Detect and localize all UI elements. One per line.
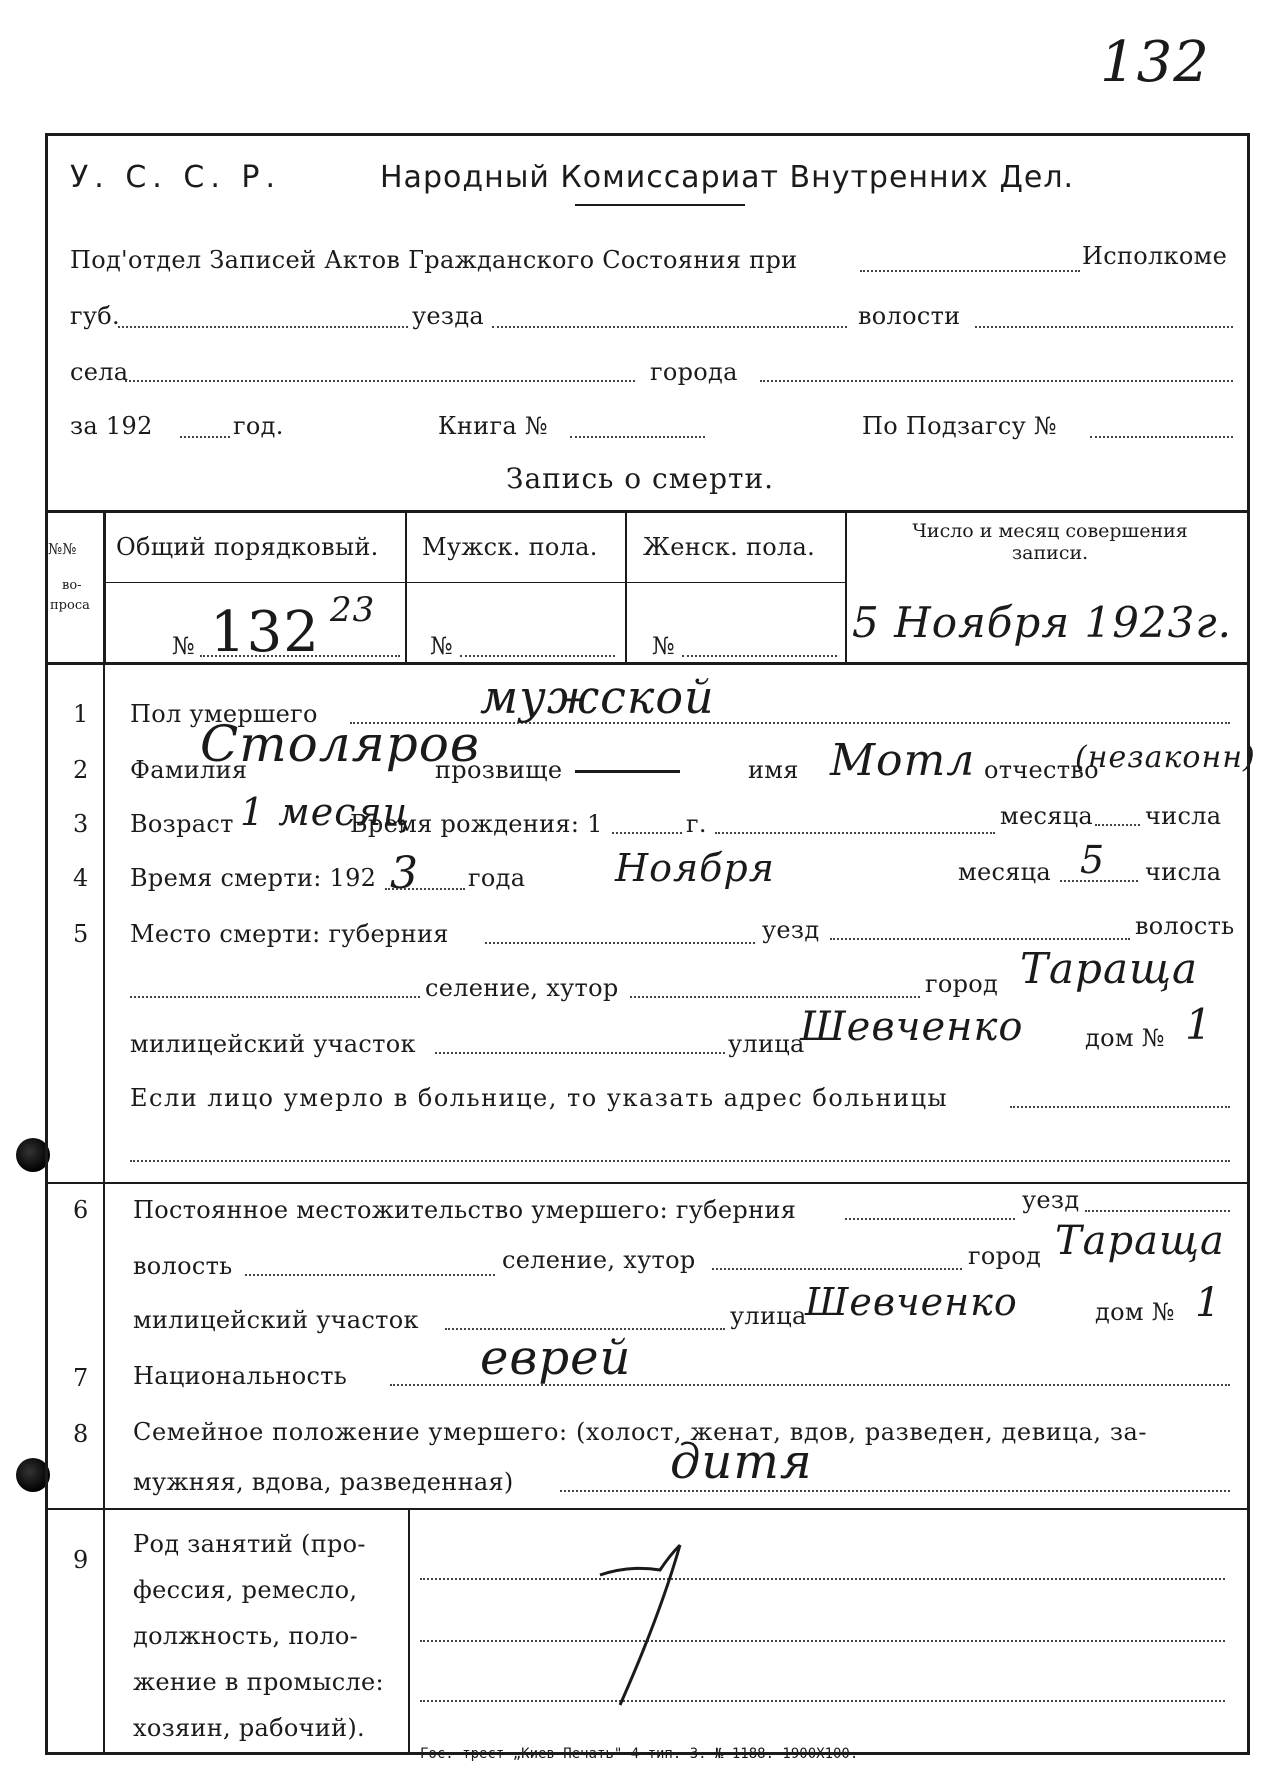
col-general-label: Общий порядковый.	[116, 533, 379, 561]
blank-line	[612, 832, 682, 834]
gub-label: губ.	[70, 302, 120, 330]
death-street-label: улица	[728, 1030, 805, 1058]
blank-line	[830, 938, 1130, 940]
god-label: год.	[233, 412, 284, 440]
uezda-label: уезда	[412, 302, 484, 330]
blank-line	[712, 1268, 962, 1270]
blank-line	[130, 996, 420, 998]
residence-street-value: Шевченко	[805, 1280, 1018, 1324]
row-separator	[45, 1508, 1250, 1510]
blank-line	[560, 1490, 1230, 1492]
nn-label: №№	[48, 540, 77, 558]
blank-line	[1010, 1106, 1230, 1108]
death-militia-label: милицейский участок	[130, 1030, 416, 1058]
blank-line	[420, 1578, 1225, 1580]
blank-line	[420, 1640, 1225, 1642]
hospital-label: Если лицо умерло в больнице, то указать адрес больницы	[130, 1084, 949, 1112]
table-top-border	[45, 510, 1250, 513]
residence-label: Постоянное местожительство умершего: губерния	[133, 1196, 797, 1224]
col-male-label: Мужск. пола.	[422, 533, 598, 561]
sex-label: Пол умершего	[130, 700, 318, 728]
col-divider	[103, 510, 106, 663]
death-place-label: Место смерти: губерния	[130, 920, 449, 948]
nationality-label: Национальность	[133, 1362, 348, 1390]
row-number: 5	[73, 920, 89, 948]
residence-house-value: 1	[1195, 1280, 1222, 1326]
surname-label: Фамилия	[130, 756, 248, 784]
death-time-label: Время смерти: 192	[130, 864, 377, 892]
nickname-label: прозвище	[435, 756, 563, 784]
row-number: 1	[73, 700, 89, 728]
general-no-value: 132	[210, 600, 320, 665]
col-female-label: Женск. пола.	[643, 533, 816, 561]
page-number: 132	[1100, 30, 1210, 95]
printer-footer: Гос. трест „Киев-Печать" 4 тип. З. № 1188. 1900Х100.	[420, 1746, 859, 1762]
patronymic-label: отчество	[984, 756, 1099, 784]
birth-month-label: месяца	[1000, 802, 1093, 830]
occupation-line-4: жение в промысле:	[133, 1668, 384, 1696]
residence-militia-label: милицейский участок	[133, 1306, 419, 1334]
podzagsu-label: По Подзагсу №	[862, 412, 1057, 440]
blank-line	[1095, 824, 1140, 826]
subdept-label: Под'отдел Записей Актов Гражданского Состояния при	[70, 246, 798, 274]
male-no-label: №	[430, 632, 454, 660]
death-street-value: Шевченко	[800, 1004, 1024, 1050]
general-no-label: №	[172, 632, 196, 660]
row-number: 6	[73, 1196, 89, 1224]
birth-day-label: числа	[1145, 802, 1222, 830]
blank-line	[435, 1052, 725, 1054]
residence-gorod-label: город	[968, 1242, 1042, 1270]
residence-selenie-label: селение, хутор	[502, 1246, 696, 1274]
col-divider	[405, 510, 407, 663]
death-day-label: числа	[1145, 858, 1222, 886]
death-volost-label: волость	[1135, 912, 1235, 940]
death-city-value: Тараща	[1020, 944, 1199, 993]
dash-mark	[575, 770, 680, 773]
blank-line	[630, 996, 920, 998]
ispolkom-label: Исполкоме	[1082, 242, 1228, 270]
col-date-label: Число и месяц совершения записи.	[912, 520, 1188, 564]
residence-street-label: улица	[730, 1302, 807, 1330]
row-number: 7	[73, 1364, 89, 1392]
header-sub-line	[105, 582, 845, 583]
death-day-value: 5	[1080, 838, 1106, 882]
residence-uezd-label: уезд	[1022, 1186, 1080, 1214]
blank-line	[130, 1160, 1230, 1162]
blank-line	[492, 326, 847, 328]
death-selenie-label: селение, хутор	[425, 974, 619, 1002]
col-divider	[845, 510, 847, 663]
death-month-value: Ноября	[615, 846, 775, 890]
occupation-divider	[408, 1508, 410, 1755]
blank-line	[570, 436, 705, 438]
row-number: 2	[73, 756, 89, 784]
age-label: Возраст	[130, 810, 234, 838]
vo-label: во-	[62, 578, 82, 593]
blank-line	[245, 1274, 495, 1276]
patronymic-value: (незаконн)	[1075, 740, 1256, 775]
blank-line	[860, 270, 1080, 272]
birth-year-g: г.	[686, 810, 707, 838]
given-name-value: Мотл	[830, 735, 976, 786]
blank-line	[1060, 880, 1138, 882]
blank-line	[125, 380, 635, 382]
occupation-line-1: Род занятий (про-	[133, 1530, 366, 1558]
marital-label-1: Семейное положение умершего: (холост, женат, вдов, разведен, девица, за-	[133, 1418, 1148, 1446]
row-number: 9	[73, 1546, 89, 1574]
sela-label: села	[70, 358, 129, 386]
row-number: 3	[73, 810, 89, 838]
death-gorod-label: город	[925, 970, 999, 998]
book-label: Книга №	[438, 412, 548, 440]
blank-line	[385, 888, 465, 890]
blank-line	[180, 436, 230, 438]
female-no-label: №	[652, 632, 676, 660]
dash-stroke-icon	[560, 1525, 760, 1725]
birth-label: Время рождения: 1	[350, 810, 603, 838]
age-value: 1 месяц	[240, 790, 411, 834]
death-year-value: 3	[390, 848, 419, 899]
given-name-label: имя	[748, 756, 799, 784]
blank-line	[760, 380, 1233, 382]
blank-line	[1085, 1210, 1230, 1212]
death-goda-label: года	[468, 864, 526, 892]
record-date-value: 5 Ноября 1923г.	[852, 598, 1232, 647]
blank-line	[715, 832, 995, 834]
death-house-label: дом №	[1085, 1024, 1165, 1052]
residence-city-value: Тараща	[1055, 1218, 1225, 1264]
record-title: Запись о смерти.	[506, 462, 775, 495]
residence-house-label: дом №	[1095, 1298, 1175, 1326]
volosti-label: волости	[858, 302, 961, 330]
commissariat-title: Народный Комиссариат Внутренних Дел.	[380, 160, 1075, 195]
col-divider	[625, 510, 627, 663]
nationality-value: еврей	[480, 1330, 632, 1386]
death-month-label: месяца	[958, 858, 1051, 886]
occupation-line-5: хозяин, рабочий).	[133, 1714, 365, 1742]
death-house-value: 1	[1185, 1000, 1213, 1049]
occupation-line-2: фессия, ремесло,	[133, 1576, 358, 1604]
row-number: 4	[73, 864, 89, 892]
prosa-label: проса	[50, 598, 90, 613]
blank-line	[682, 655, 837, 657]
surname-value: Столяров	[200, 715, 480, 773]
row-separator	[45, 1182, 1250, 1184]
blank-line	[485, 942, 755, 944]
year-label: за 192	[70, 412, 153, 440]
blank-line	[845, 1218, 1015, 1220]
blank-line	[118, 326, 408, 328]
general-no-extra: 23	[330, 590, 376, 630]
death-uezd-label: уезд	[762, 916, 820, 944]
state-title: У. С. С. Р.	[70, 160, 282, 195]
occupation-line-3: должность, поло-	[133, 1622, 359, 1650]
blank-line	[975, 326, 1233, 328]
blank-line	[420, 1700, 1225, 1702]
marital-label-2: мужняя, вдова, разведенная)	[133, 1468, 514, 1496]
number-column-divider	[103, 662, 105, 1755]
residence-volost-label: волость	[133, 1252, 233, 1280]
marital-value: дитя	[670, 1434, 813, 1490]
sex-value: мужской	[480, 670, 715, 724]
row-number: 8	[73, 1420, 89, 1448]
blank-line	[460, 655, 615, 657]
goroda-label: города	[650, 358, 738, 386]
blank-line	[1090, 436, 1233, 438]
title-underline	[575, 204, 745, 206]
